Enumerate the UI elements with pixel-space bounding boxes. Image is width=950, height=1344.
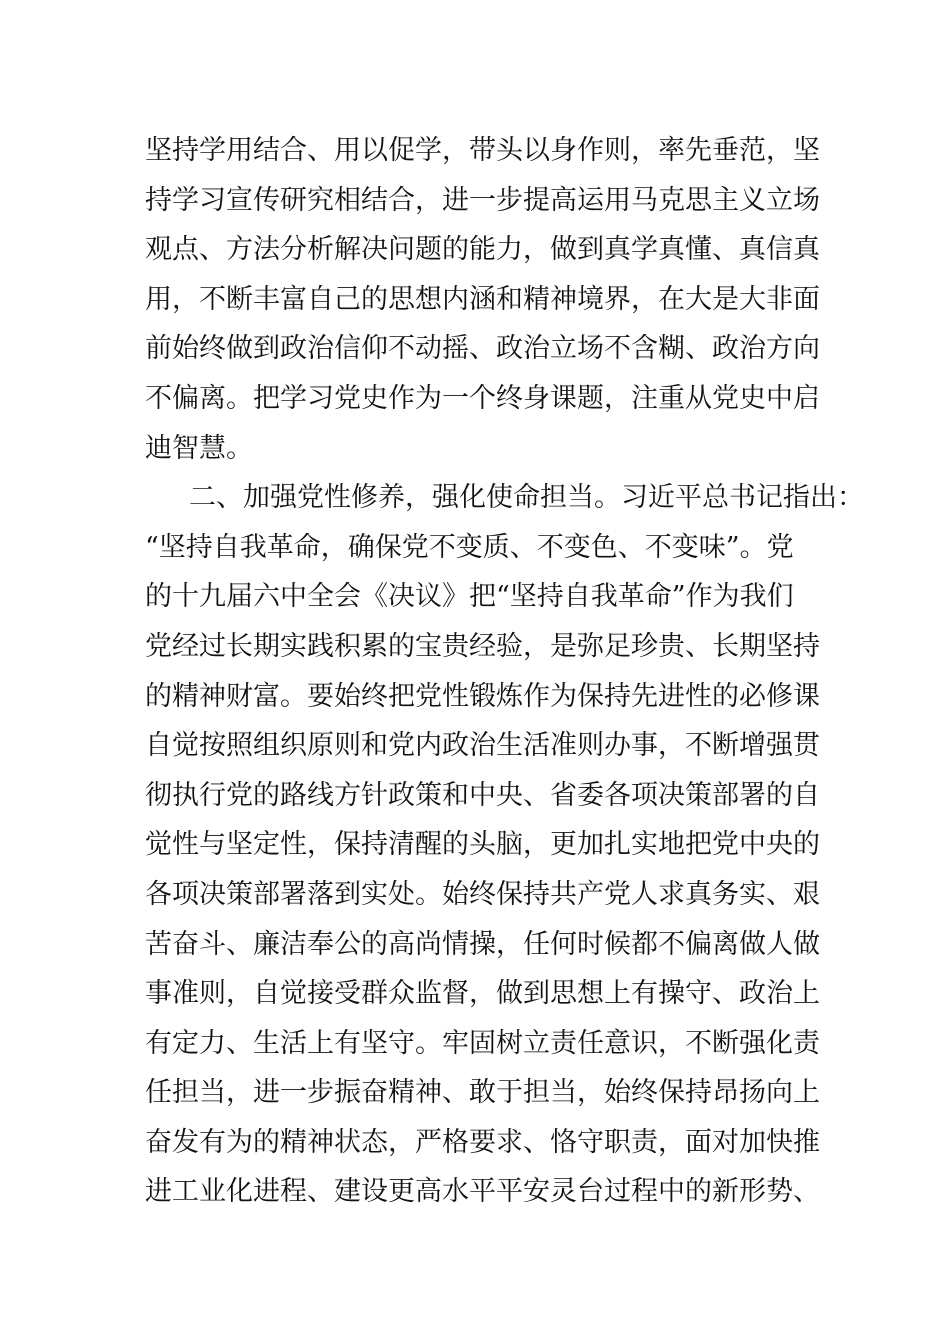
text-line: 观点、方法分析解决问题的能力，做到真学真懂、真信真 (145, 234, 820, 266)
text-line: 奋发有为的精神状态，严格要求、恪守职责，面对加快推 (145, 1126, 820, 1158)
text-line: “坚持自我革命，确保党不变质、不变色、不变味”。党 (145, 531, 794, 563)
text-line: 持学习宣传研究相结合，进一步提高运用马克思主义立场 (145, 184, 820, 216)
text-line: 的精神财富。要始终把党性锻炼作为保持先进性的必修课 (145, 680, 820, 712)
text-line: 不偏离。把学习党史作为一个终身课题，注重从党史中启 (145, 382, 820, 414)
text-line: 自觉按照组织原则和党内政治生活准则办事，不断增强贯 (145, 730, 820, 762)
text-line: 任担当，进一步振奋精神、敢于担当，始终保持昂扬向上 (145, 1077, 820, 1109)
text-line: 坚持学用结合、用以促学，带头以身作则，率先垂范，坚 (145, 135, 820, 166)
text-line: 的十九届六中全会《决议》把“坚持自我革命”作为我们 (145, 581, 794, 613)
text-line: 各项决策部署落到实处。始终保持共产党人求真务实、艰 (145, 878, 820, 910)
text-line: 彻执行党的路线方针政策和中央、省委各项决策部署的自 (145, 779, 820, 811)
body-text (145, 126, 864, 1217)
text-line: 党经过长期实践积累的宝贵经验，是弥足珍贵、长期坚持 (145, 630, 820, 662)
text-line: 事准则，自觉接受群众监督，做到思想上有操守、政治上 (145, 978, 820, 1010)
text-line: 觉性与坚定性，保持清醒的头脑，更加扎实地把党中央的 (145, 829, 820, 861)
text-line: 前始终做到政治信仰不动摇、政治立场不含糊、政治方向 (145, 333, 820, 365)
text-line: 用，不断丰富自己的思想内涵和精神境界，在大是大非面 (145, 283, 820, 315)
text-line: 苦奋斗、廉洁奉公的高尚情操，任何时候都不偏离做人做 (145, 928, 820, 960)
section-heading-line: 二、加强党性修养，强化使命担当。习近平总书记指出： (189, 482, 864, 514)
text-line: 迪智慧。 (145, 432, 253, 464)
text-line: 进工业化进程、建设更高水平平安灵台过程中的新形势、 (145, 1176, 820, 1208)
text-line: 有定力、生活上有坚守。牢固树立责任意识，不断强化责 (145, 1027, 820, 1059)
